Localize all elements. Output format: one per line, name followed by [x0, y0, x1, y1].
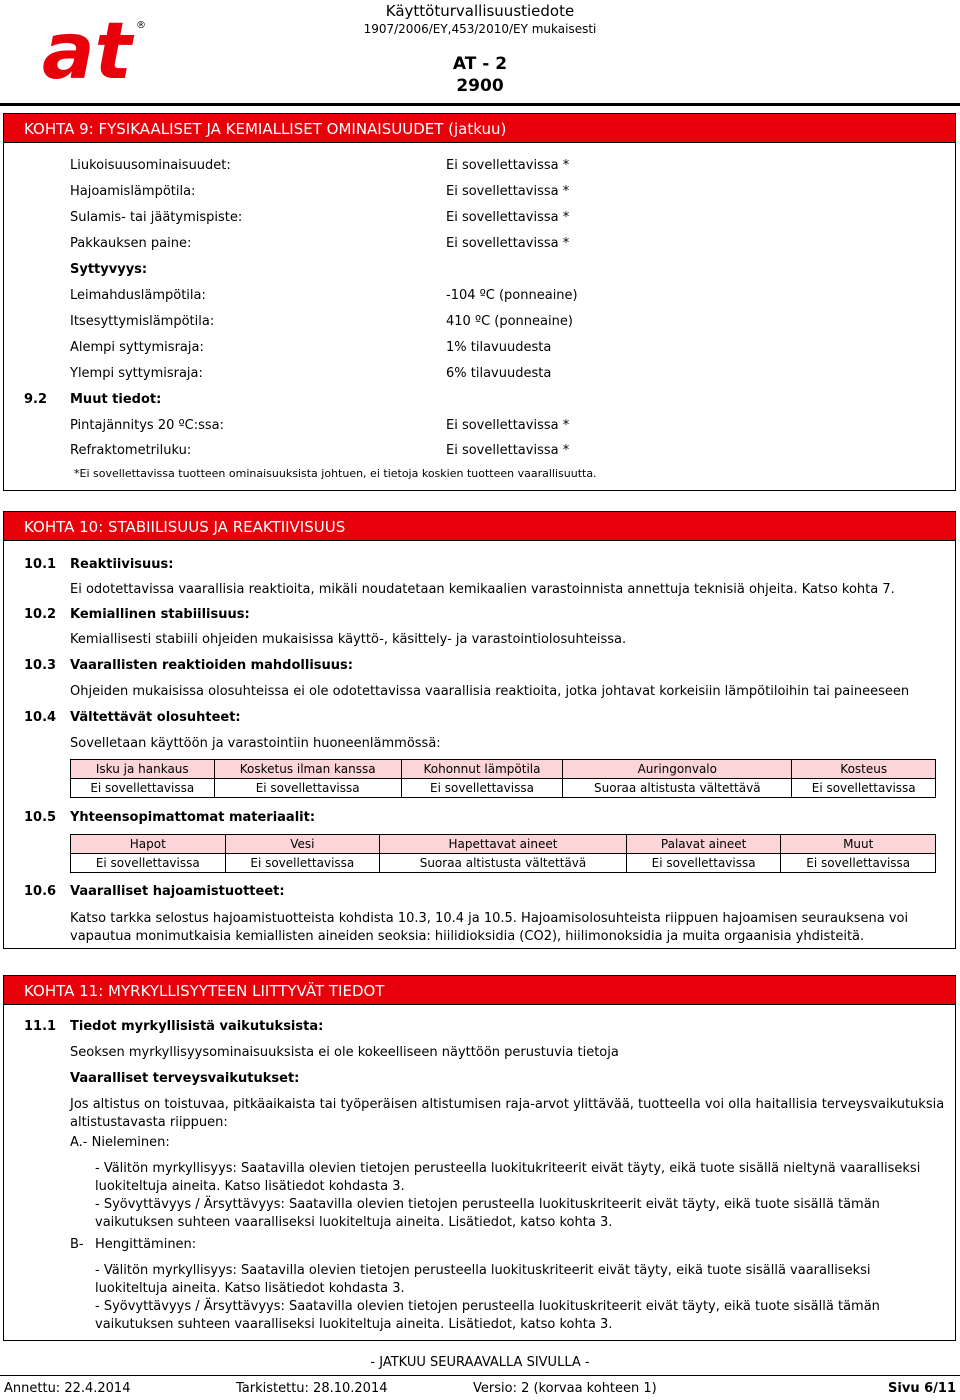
section-10-title: KOHTA 10: STABIILISUUS JA REAKTIIVISUUS: [24, 518, 346, 536]
product-code: AT - 2: [452, 54, 508, 74]
subsection-text: Kemiallisesti stabiili ohjeiden mukaisissa käyttö-, käsittely- ja varastointiolosuhteissa.: [70, 632, 627, 647]
inhalation-item: vaikutuksen suhteen vaaralliseksi luokiteltuja aineita. Lisätiedot, katso kohta 3.: [95, 1317, 613, 1332]
table-header-cell: Kosketus ilman kanssa: [214, 760, 401, 779]
ingestion-item: - Välitön myrkyllisyys: Saatavilla olevien tietojen perusteella luokitukriteerit eivät täyty, eikä tuote sisällä nieltynä vaaralliseksi: [95, 1161, 921, 1176]
logo-text: at: [42, 12, 132, 86]
conditions-to-avoid-table: [70, 759, 936, 798]
table-header-cell: Hapot: [71, 835, 226, 854]
subsection-text: vapautua monimutkaisia kemiallisten aineiden seoksia: hiilidioksidia (CO2), hiilimonoksidia ja muita orgaanisia yhdisteitä.: [70, 929, 865, 944]
table-cell: Ei sovellettavissa: [781, 854, 936, 873]
subsection-title: Vaaralliset hajoamistuotteet:: [70, 884, 285, 899]
health-effects-heading: Vaaralliset terveysvaikutukset:: [70, 1071, 300, 1086]
subsection-number: 10.2: [24, 607, 57, 622]
table-header-cell: Kosteus: [792, 760, 936, 779]
table-header-cell: Hapettavat aineet: [380, 835, 627, 854]
section-11-header: [3, 975, 956, 1005]
route-heading-ingestion: A.- Nieleminen:: [70, 1135, 170, 1150]
subsection-number: 10.5: [24, 810, 57, 825]
incompatible-materials-table: [70, 834, 936, 873]
subsection-title: Vaarallisten reaktioiden mahdollisuus:: [70, 658, 353, 673]
subsection-number: 10.6: [24, 884, 57, 899]
property-label: Pakkauksen paine:: [70, 236, 192, 251]
property-label: Refraktometriluku:: [70, 443, 192, 458]
property-label: Leimahduslämpötila:: [70, 288, 206, 303]
footnote: *Ei sovellettavissa tuotteen ominaisuuksista johtuen, ei tietoja koskien tuotteen vaarallisuutta.: [74, 467, 597, 480]
section-11-title: KOHTA 11: MYRKYLLISYYTEEN LIITTYVÄT TIEDOT: [24, 982, 385, 1000]
subsection-number: 10.4: [24, 710, 57, 725]
inhalation-item: - Syövyttävyys / Ärsyttävyys: Saatavilla olevien tietojen perusteella luokituskriteerit eivät täyty, eikä tuote sisällä tämän: [95, 1299, 880, 1314]
header-divider: [0, 103, 960, 106]
route-label-b: B-: [70, 1237, 84, 1252]
table-cell: Ei sovellettavissa: [71, 854, 226, 873]
route-heading-inhalation: Hengittäminen:: [95, 1237, 197, 1252]
property-value: 6% tilavuudesta: [446, 366, 552, 381]
health-effects-text: Jos altistus on toistuvaa, pitkäaikaista tai työperäisen altistumisen raja-arvot ylittävää, tuotteella voi olla haitallisia terveysvaikutuksia: [70, 1097, 945, 1112]
subsection-number: 10.1: [24, 557, 57, 572]
ingestion-item: vaikutuksen suhteen vaaralliseksi luokiteltuja aineita. Lisätiedot, katso kohta 3.: [95, 1215, 613, 1230]
registered-mark: ®: [136, 20, 146, 31]
subsection-title: Muut tiedot:: [70, 392, 162, 407]
subsection-number: 11.1: [24, 1019, 57, 1034]
property-value: -104 ºC (ponneaine): [446, 288, 578, 303]
subsection-text: Ohjeiden mukaisissa olosuhteissa ei ole odotettavissa vaarallisia reaktioita, jotka johtavat korkeisiin lämpötiloihin tai paineeseen: [70, 684, 910, 699]
property-label: Alempi syttymisraja:: [70, 340, 204, 355]
property-value: Ei sovellettavissa *: [446, 418, 570, 433]
section-9-header: [3, 113, 956, 143]
table-cell: Suoraa altistusta vältettävä: [380, 854, 627, 873]
subsection-title: Kemiallinen stabiilisuus:: [70, 607, 250, 622]
property-label: Pintajännitys 20 ºC:ssa:: [70, 418, 224, 433]
property-label: Ylempi syttymisraja:: [70, 366, 203, 381]
table-row: [71, 779, 936, 798]
subsection-title: Reaktiivisuus:: [70, 557, 174, 572]
property-value: 410 ºC (ponneaine): [446, 314, 573, 329]
property-value: Ei sovellettavissa *: [446, 184, 570, 199]
inhalation-item: - Välitön myrkyllisyys: Saatavilla olevien tietojen perusteella luokituskriteerit eivät täyty, eikä tuote sisällä vaaralliseksi: [95, 1263, 871, 1278]
table-header-cell: Vesi: [225, 835, 380, 854]
flammability-heading: Syttyvyys:: [70, 262, 148, 277]
subsection-text: Katso tarkka selostus hajoamistuotteista kohdista 10.3, 10.4 ja 10.5. Hajoamisolosuhteista riippuen hajoamisen seurauksena voi: [70, 911, 909, 926]
company-logo: [40, 12, 148, 86]
table-header-row: [71, 835, 936, 854]
table-header-cell: Auringonvalo: [563, 760, 792, 779]
subsection-title: Yhteensopimattomat materiaalit:: [70, 810, 316, 825]
property-value: Ei sovellettavissa *: [446, 236, 570, 251]
ingestion-item: luokiteltuja aineita. Katso lisätiedot kohdasta 3.: [95, 1179, 405, 1194]
subsection-title: Tiedot myrkyllisistä vaikutuksista:: [70, 1019, 324, 1034]
subsection-number: 9.2: [24, 392, 48, 407]
table-cell: Ei sovellettavissa: [792, 779, 936, 798]
subsection-number: 10.3: [24, 658, 57, 673]
version-info: Versio: 2 (korvaa kohteen 1): [473, 1381, 657, 1396]
subsection-text: Ei odotettavissa vaarallisia reaktioita, mikäli noudatetaan kemikaalien varastoinnista annettuja teknisiä ohjeita. Katso kohta 7.: [70, 582, 895, 597]
table-cell: Ei sovellettavissa: [401, 779, 562, 798]
property-label: Sulamis- tai jäätymispiste:: [70, 210, 243, 225]
table-header-cell: Kohonnut lämpötila: [401, 760, 562, 779]
subsection-title: Vältettävät olosuhteet:: [70, 710, 241, 725]
page-number: Sivu 6/11: [888, 1381, 956, 1396]
mixture-toxicity-text: Seoksen myrkyllisyysominaisuuksista ei ole kokeelliseen näyttöön perustuvia tietoja: [70, 1045, 619, 1060]
inhalation-item: luokiteltuja aineita. Katso lisätiedot kohdasta 3.: [95, 1281, 405, 1296]
health-effects-text: altistustavasta riippuen:: [70, 1115, 228, 1130]
table-cell: Ei sovellettavissa: [225, 854, 380, 873]
footer-divider: [0, 1375, 960, 1376]
table-header-cell: Isku ja hankaus: [71, 760, 215, 779]
property-value: Ei sovellettavissa *: [446, 210, 570, 225]
table-header-cell: Muut: [781, 835, 936, 854]
property-value: 1% tilavuudesta: [446, 340, 552, 355]
table-header-row: [71, 760, 936, 779]
table-row: [71, 854, 936, 873]
table-cell: Suoraa altistusta vältettävä: [563, 779, 792, 798]
product-number: 2900: [456, 76, 504, 96]
property-value: Ei sovellettavissa *: [446, 158, 570, 173]
checked-date: Tarkistettu: 28.10.2014: [236, 1381, 388, 1396]
subsection-text: Sovelletaan käyttöön ja varastointiin huoneenlämmössä:: [70, 736, 441, 751]
property-label: Liukoisuusominaisuudet:: [70, 158, 231, 173]
property-label: Hajoamislämpötila:: [70, 184, 196, 199]
regulation-reference: 1907/2006/EY,453/2010/EY mukaisesti: [363, 22, 597, 36]
continues-notice: - JATKUU SEURAAVALLA SIVULLA -: [370, 1355, 590, 1370]
section-9-title: KOHTA 9: FYSIKAALISET JA KEMIALLISET OMINAISUUDET (jatkuu): [24, 120, 507, 138]
table-cell: Ei sovellettavissa: [214, 779, 401, 798]
issued-date: Annettu: 22.4.2014: [4, 1381, 131, 1396]
section-10-header: [3, 511, 956, 541]
document-title: Käyttöturvallisuustiedote: [385, 2, 575, 20]
property-value: Ei sovellettavissa *: [446, 443, 570, 458]
table-cell: Ei sovellettavissa: [626, 854, 781, 873]
property-label: Itsesyttymislämpötila:: [70, 314, 215, 329]
ingestion-item: - Syövyttävyys / Ärsyttävyys: Saatavilla olevien tietojen perusteella luokituskriteerit eivät täyty, eikä tuote sisällä tämän: [95, 1197, 880, 1212]
table-cell: Ei sovellettavissa: [71, 779, 215, 798]
table-header-cell: Palavat aineet: [626, 835, 781, 854]
